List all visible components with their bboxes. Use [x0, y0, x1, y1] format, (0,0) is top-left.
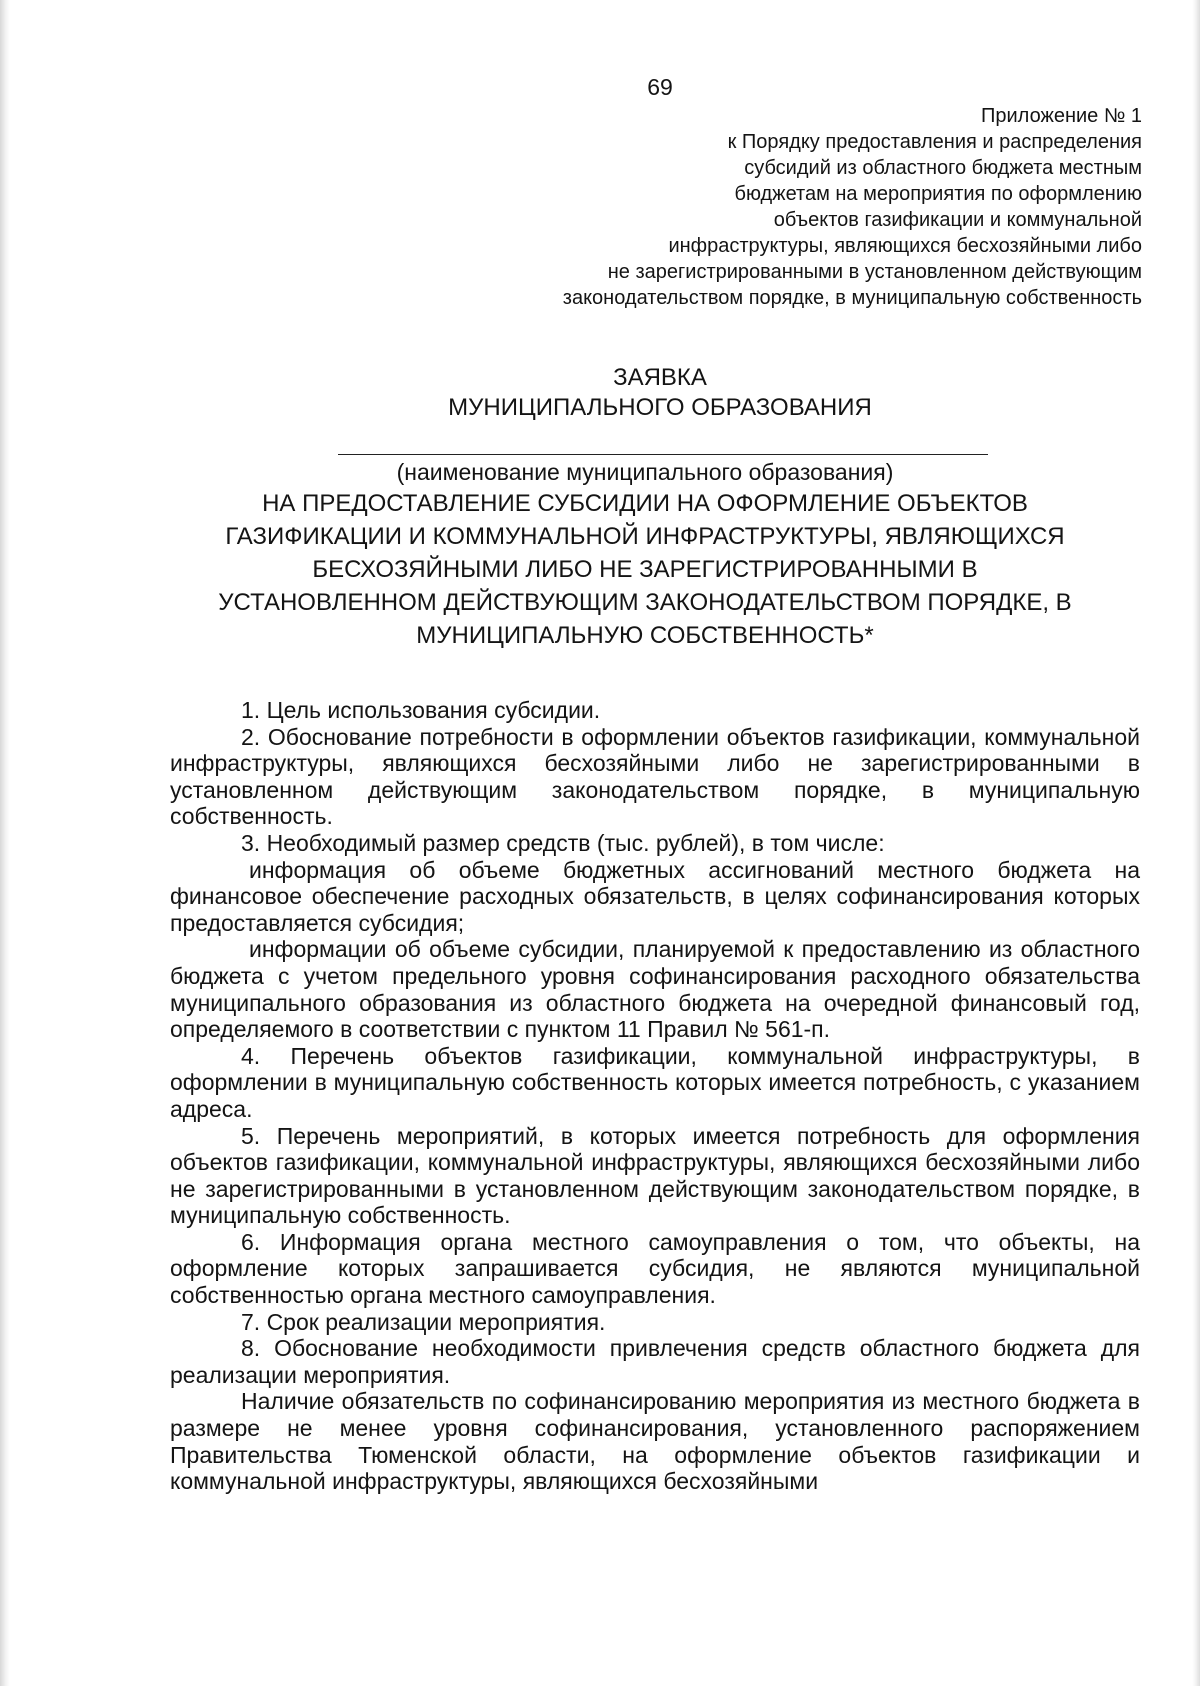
- appendix-reference: [502, 103, 1142, 311]
- document-body: [170, 697, 1140, 1495]
- subject-line: БЕСХОЗЯЙНЫМИ ЛИБО НЕ ЗАРЕГИСТРИРОВАННЫМИ В: [312, 556, 978, 583]
- appendix-line: инфраструктуры, являющихся бесхозяйными либо: [668, 235, 1142, 257]
- scan-edge-left: [0, 0, 10, 1686]
- paragraph-item-7: 7. Срок реализации мероприятия.: [241, 1308, 606, 1335]
- page-number: 69: [647, 74, 673, 100]
- application-subject: [150, 487, 1140, 652]
- paragraph-item-1: 1. Цель использования субсидии.: [241, 697, 601, 723]
- subject-line: МУНИЦИПАЛЬНУЮ СОБСТВЕННОСТЬ*: [416, 622, 874, 649]
- paragraph-budget-allocation: информация об объеме бюджетных ассигнований местного бюджета на финансовое обеспечение расходных обязательств, в целях софинансирования которых предоставляется субсидия;: [170, 856, 1140, 936]
- paragraph-item-3: 3. Необходимый размер средств (тыс. рублей), в том числе:: [241, 829, 885, 856]
- municipality-name-caption: (наименование муниципального образования): [396, 459, 894, 485]
- paragraph-subsidy-volume: информации об объеме субсидии, планируемой к предоставлению из областного бюджета с учетом предельного уровня софинансирования расходного обязательства муниципального образования из областного бюджета на очередной финансовый год, определяемого в соответствии с пунктом 11 Правил № 561-п.: [170, 936, 1140, 1043]
- paragraph-item-8: 8. Обоснование необходимости привлечения средств областного бюджета для реализации мероприятия.: [170, 1335, 1140, 1388]
- paragraph-item-4: 4. Перечень объектов газификации, коммунальной инфраструктуры, в оформлении в муниципальную собственность которых имеется потребность, с указанием адреса.: [170, 1042, 1140, 1122]
- paragraph-item-2: 2. Обоснование потребности в оформлении объектов газификации, коммунальной инфраструктуры, являющихся бесхозяйными либо не зарегистрированными в установленном действующим законодательством порядке, в муниципальную собственность.: [170, 723, 1140, 830]
- subject-line: ГАЗИФИКАЦИИ И КОММУНАЛЬНОЙ ИНФРАСТРУКТУРЫ, ЯВЛЯЮЩИХСЯ: [225, 523, 1065, 550]
- document-subtitle: МУНИЦИПАЛЬНОГО ОБРАЗОВАНИЯ: [448, 394, 872, 421]
- document-title: ЗАЯВКА: [613, 364, 707, 391]
- appendix-line: бюджетам на мероприятия по оформлению: [734, 183, 1142, 205]
- appendix-line: к Порядку предоставления и распределения: [727, 131, 1142, 153]
- subject-line: НА ПРЕДОСТАВЛЕНИЕ СУБСИДИИ НА ОФОРМЛЕНИЕ ОБЪЕКТОВ: [262, 490, 1028, 517]
- paragraph-item-5: 5. Перечень мероприятий, в которых имеется потребность для оформления объектов газификации, коммунальной инфраструктуры, являющихся бесхозяйными либо не зарегистрированными в установленном действующим законодательством порядке, в муниципальную собственность.: [170, 1122, 1140, 1229]
- appendix-line: субсидий из областного бюджета местным: [744, 157, 1142, 179]
- paragraph-item-6: 6. Информация органа местного самоуправления о том, что объекты, на оформление которых запрашивается субсидия, не являются муниципальной собственностью органа местного самоуправления.: [170, 1228, 1140, 1309]
- municipality-name-blank: [338, 454, 988, 455]
- subject-line: УСТАНОВЛЕННОМ ДЕЙСТВУЮЩИМ ЗАКОНОДАТЕЛЬСТВОМ ПОРЯДКЕ, В: [218, 589, 1072, 616]
- appendix-line: Приложение № 1: [981, 105, 1142, 127]
- appendix-line: не зарегистрированными в установленном действующим: [607, 261, 1142, 283]
- paragraph-cofinancing: Наличие обязательств по софинансированию мероприятия из местного бюджета в размере не менее уровня софинансирования, установленного распоряжением Правительства Тюменской области, на оформление объектов газификации и коммунальной инфраструктуры, являющихся бесхозяйными: [170, 1388, 1140, 1495]
- appendix-line: объектов газификации и коммунальной: [773, 209, 1142, 231]
- appendix-line: законодательством порядке, в муниципальную собственность: [562, 287, 1142, 309]
- scan-edge-right: [1192, 0, 1200, 1686]
